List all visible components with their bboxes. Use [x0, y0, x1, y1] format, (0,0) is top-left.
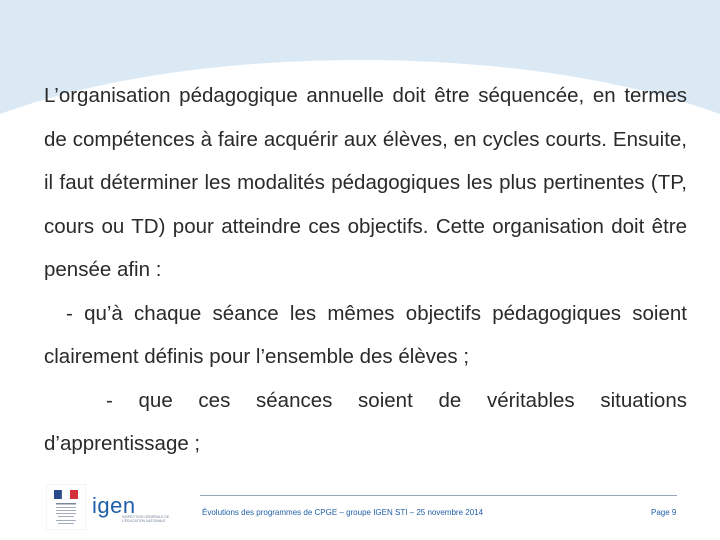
slide-body	[44, 74, 687, 466]
footer-caption: Évolutions des programmes de CPGE – groupe IGEN STI – 25 novembre 2014	[202, 508, 484, 517]
igen-logo-text: igen	[92, 493, 136, 518]
igen-logo-subtext: INSPECTION GÉNÉRALE DE L'ÉDUCATION NATIONALE	[122, 515, 170, 523]
bullet-item-1: - qu’à chaque séance les mêmes objectifs pédagogiques soient clairement définis pour l’ensemble des élèves ;	[44, 301, 687, 368]
marianne-icon	[46, 484, 86, 530]
footer-divider	[200, 495, 677, 496]
republique-francaise-logo	[46, 484, 86, 530]
igen-logo	[92, 493, 172, 533]
paragraph-intro: L’organisation pédagogique annuelle doit être séquencée, en termes de compétences à faire acquérir aux élèves, en cycles courts. Ensuite, il faut déterminer les modalités pédagogiques les plus pertinentes (TP, cours ou TD) pour atteindre ces objectifs. Cette organisation doit être pensée afin :	[44, 84, 687, 281]
page-number: Page 9	[651, 508, 677, 517]
bullet-item-2: - que ces séances soient de véritables situations d’apprentissage ;	[44, 388, 687, 455]
